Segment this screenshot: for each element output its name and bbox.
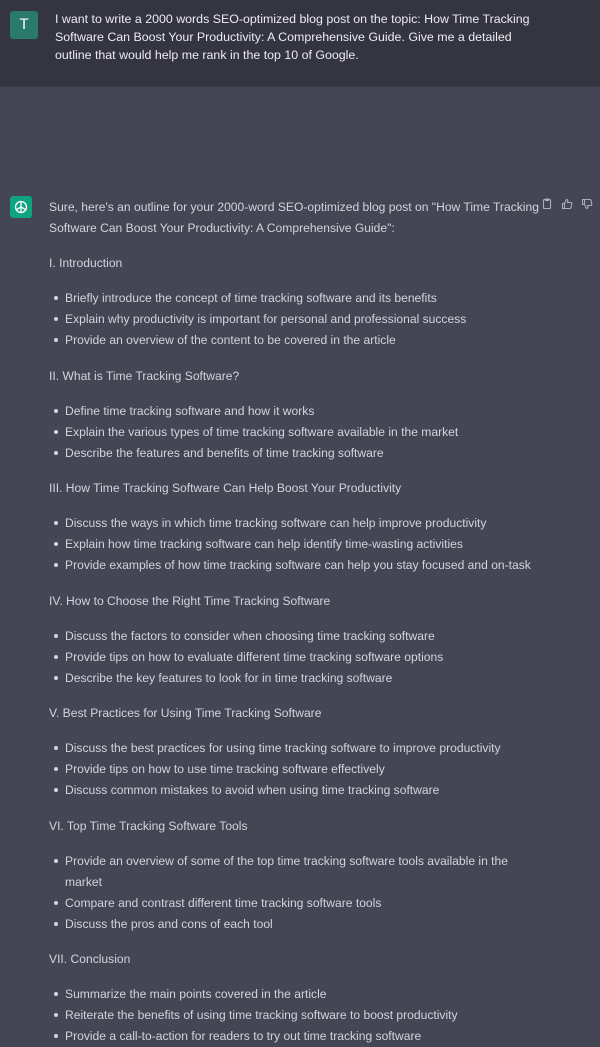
bullet-dot — [54, 1013, 58, 1017]
bullet-item: Provide a call-to-action for readers to try out time tracking software — [65, 1029, 422, 1043]
bullet-item: Provide tips on how to use time tracking software effectively — [65, 762, 385, 776]
bullet-item: Compare and contrast different time tracking software tools — [65, 896, 382, 910]
bullet-dot — [54, 767, 58, 771]
section-heading: V. Best Practices for Using Time Tracking Software — [49, 706, 322, 720]
bullet-item: Summarize the main points covered in the article — [65, 987, 327, 1001]
bullet-dot — [54, 788, 58, 792]
bullet-item: Provide an overview of some of the top time tracking software tools available in the market — [65, 854, 508, 889]
bullet-dot — [54, 901, 58, 905]
section-heading: II. What is Time Tracking Software? — [49, 369, 240, 383]
bullet-dot — [54, 521, 58, 525]
bullet-dot — [54, 338, 58, 342]
bullet-item: Briefly introduce the concept of time tracking software and its benefits — [65, 291, 437, 305]
bullet-item: Reiterate the benefits of using time tracking software to boost productivity — [65, 1008, 458, 1022]
bullet-item: Explain why productivity is important for personal and professional success — [65, 312, 467, 326]
section-heading: I. Introduction — [49, 256, 123, 270]
bullet-item: Discuss the ways in which time tracking software can help improve productivity — [65, 516, 487, 530]
bullet-item: Provide tips on how to evaluate different time tracking software options — [65, 650, 444, 664]
section-heading: IV. How to Choose the Right Time Tracking Software — [49, 594, 331, 608]
bullet-dot — [54, 296, 58, 300]
bullet-dot — [54, 992, 58, 996]
assistant-message-block — [0, 87, 600, 1043]
thumbs-down-icon[interactable] — [581, 198, 593, 210]
user-avatar: T — [10, 11, 38, 39]
section-heading: VII. Conclusion — [49, 952, 131, 966]
bullet-dot — [54, 655, 58, 659]
bullet-dot — [54, 634, 58, 638]
message-actions — [541, 198, 593, 210]
bullet-dot — [54, 430, 58, 434]
bullet-item: Discuss the factors to consider when choosing time tracking software — [65, 629, 435, 643]
openai-logo-icon — [13, 199, 29, 215]
section-heading: VI. Top Time Tracking Software Tools — [49, 819, 248, 833]
bullet-dot — [54, 409, 58, 413]
bullet-item: Provide examples of how time tracking software can help you stay focused and on-task — [65, 558, 531, 572]
bullet-dot — [54, 1034, 58, 1038]
bullet-item: Describe the key features to look for in time tracking software — [65, 671, 393, 685]
bullet-item: Explain how time tracking software can help identify time-wasting activities — [65, 537, 463, 551]
assistant-avatar — [10, 196, 32, 218]
bullet-dot — [54, 746, 58, 750]
bullet-dot — [54, 563, 58, 567]
assistant-intro: Sure, here's an outline for your 2000-word SEO-optimized blog post on "How Time Tracking Software Can Boost Your Productivity: A Comprehensive Guide": — [49, 200, 539, 235]
bullet-dot — [54, 317, 58, 321]
bullet-dot — [54, 922, 58, 926]
bullet-item: Provide an overview of the content to be covered in the article — [65, 333, 396, 347]
bullet-item: Discuss common mistakes to avoid when using time tracking software — [65, 783, 440, 797]
bullet-item: Explain the various types of time tracking software available in the market — [65, 425, 459, 439]
user-message-text: I want to write a 2000 words SEO-optimized blog post on the topic: How Time Tracking Software Can Boost Your Productivity: A Comprehensive Guide. Give me a detailed outline that would help me rank in the top 10 of Google. — [55, 12, 530, 62]
bullet-dot — [54, 451, 58, 455]
user-message-block — [0, 0, 600, 87]
bullet-item: Describe the features and benefits of time tracking software — [65, 446, 384, 460]
copy-icon[interactable] — [541, 198, 553, 210]
bullet-item: Discuss the pros and cons of each tool — [65, 917, 273, 931]
bullet-dot — [54, 542, 58, 546]
section-heading: III. How Time Tracking Software Can Help Boost Your Productivity — [49, 481, 402, 495]
bullet-item: Define time tracking software and how it works — [65, 404, 315, 418]
thumbs-up-icon[interactable] — [561, 198, 573, 210]
bullet-dot — [54, 859, 58, 863]
bullet-dot — [54, 676, 58, 680]
bullet-item: Discuss the best practices for using time tracking software to improve productivity — [65, 741, 501, 755]
